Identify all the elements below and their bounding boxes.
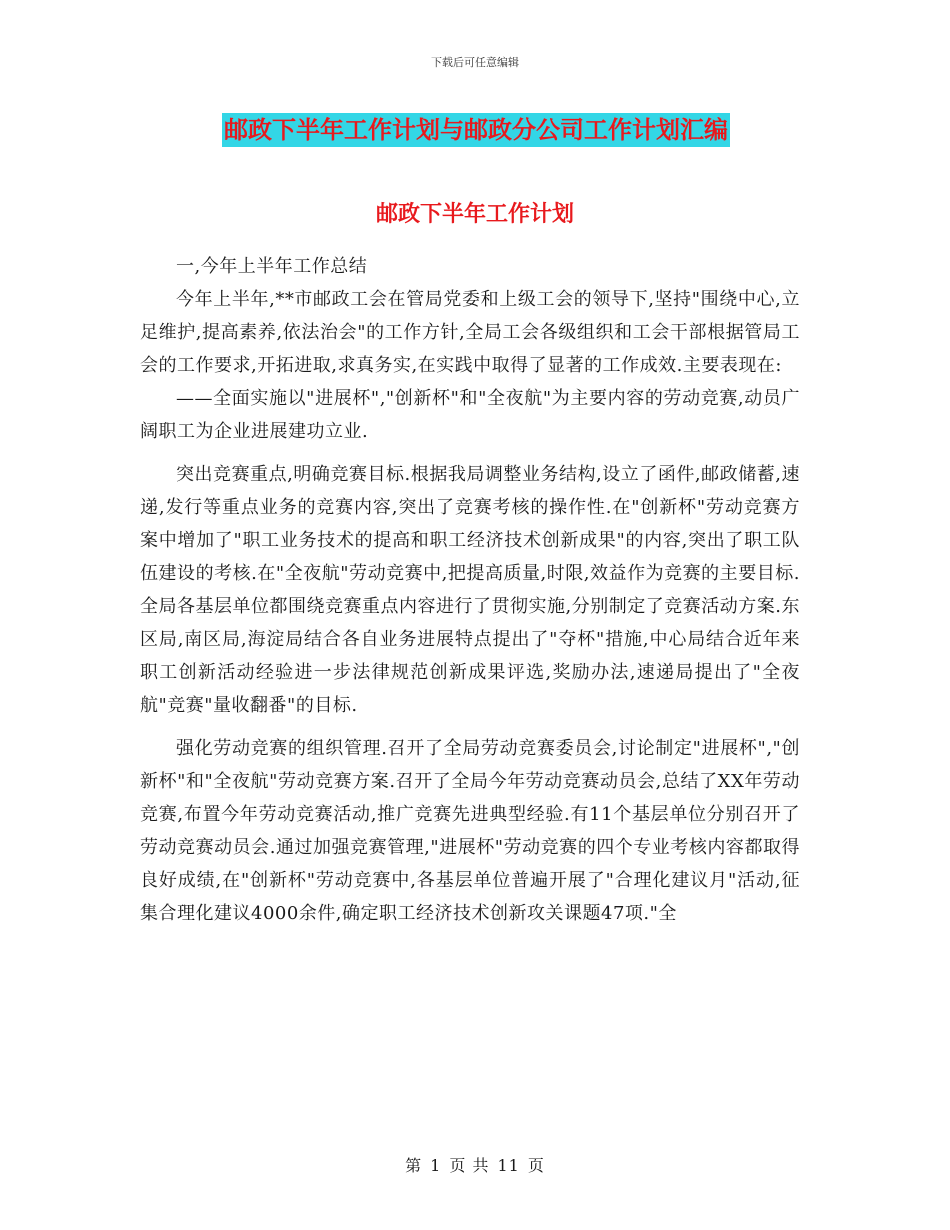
footer-suffix: 页 [527, 1156, 545, 1175]
paragraph: 强化劳动竞赛的组织管理.召开了全局劳动竞赛委员会,讨论制定"进展杯","创新杯"和"全夜航"劳动竞赛方案.召开了全局今年劳动竞赛动员会,总结了XX年劳动竞赛,布置今年劳动竞赛活动,推广竞赛先进典型经验.有11个基层单位分别召开了劳动竞赛动员会.通过加强竞赛管理,"进展杯"劳动竞赛的四个专业考核内容都取得良好成绩,在"创新杯"劳动竞赛中,各基层单位普遍开展了"合理化建议月"活动,征集合理化建议4000余件,确定职工经济技术创新攻关课题47项."全 [140, 738, 800, 924]
main-title: 邮政下半年工作计划与邮政分公司工作计划汇编 [222, 113, 730, 147]
section-title: 邮政下半年工作计划 [375, 202, 574, 227]
document-body [140, 250, 800, 930]
total-pages-number: 11 [497, 1156, 520, 1175]
header-note: 下载后可任意编辑 [431, 56, 519, 69]
paragraph: 突出竞赛重点,明确竞赛目标.根据我局调整业务结构,设立了函件,邮政储蓄,速递,发行等重点业务的竞赛内容,突出了竞赛考核的操作性.在"创新杯"劳动竞赛方案中增加了"职工业务技术的提高和职工经济技术创新成果"的内容,突出了职工队伍建设的考核.在"全夜航"劳动竞赛中,把提高质量,时限,效益作为竞赛的主要目标.全局各基层单位都围绕竞赛重点内容进行了贯彻实施,分别制定了竞赛活动方案.东区局,南区局,海淀局结合各自业务进展特点提出了"夺杯"措施,中心局结合近年来职工创新活动经验进一步法律规范创新成果评选,奖励办法,速递局提出了"全夜航"竞赛"量收翻番"的目标. [140, 464, 800, 716]
current-page-number: 1 [430, 1156, 442, 1175]
footer-prefix: 第 [405, 1156, 423, 1175]
footer-mid: 页 共 [449, 1156, 490, 1175]
paragraph: ——全面实施以"进展杯","创新杯"和"全夜航"为主要内容的劳动竞赛,动员广阔职工为企业进展建功立业. [140, 388, 800, 442]
paragraph: 今年上半年,**市邮政工会在管局党委和上级工会的领导下,坚持"围绕中心,立足维护,提高素养,依法治会"的工作方针,全局工会各级组织和工会干部根据管局工会的工作要求,开拓进取,求真务实,在实践中取得了显著的工作成效.主要表现在: [140, 289, 800, 376]
paragraph-heading: 一,今年上半年工作总结 [176, 256, 368, 277]
page-footer [0, 1153, 950, 1176]
